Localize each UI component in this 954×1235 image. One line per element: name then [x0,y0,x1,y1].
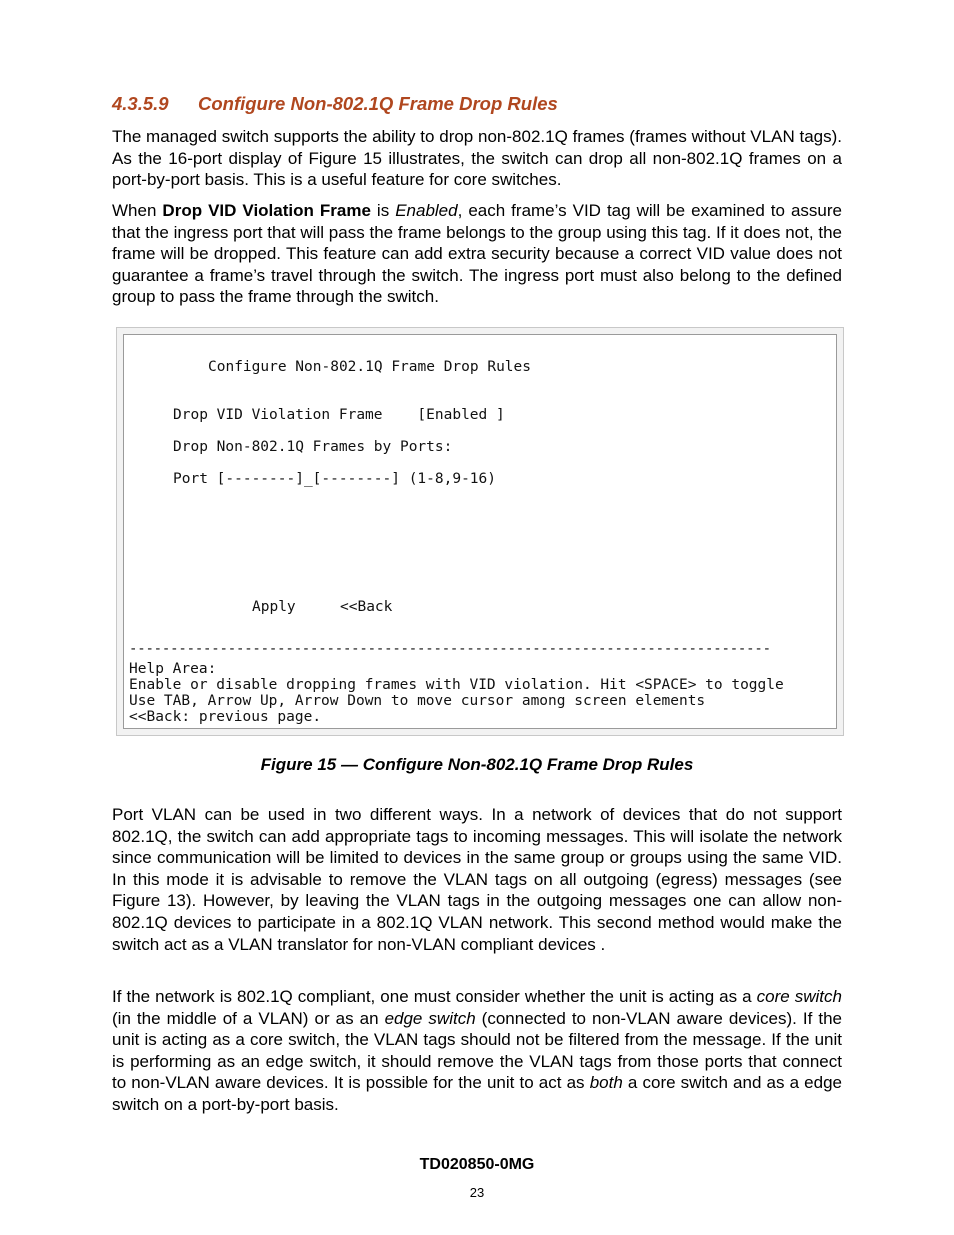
section-number: 4.3.5.9 [112,93,169,114]
help-line-2: Use TAB, Arrow Up, Arrow Down to move cursor among screen elements [129,693,706,709]
terminal-title: Configure Non-802.1Q Frame Drop Rules [208,359,532,375]
p2-rest: , each frame’s VID tag will be examined to assure that the ingress port that will pass the frame belongs to the group using this tag. If it does not, the frame will be dropped. This feature can add extra security because a correct VID value does not guarantee a frame’s travel through the switch. The ingress port must also belong to the defined group to pass the frame through the switch. [112,201,842,307]
figure-caption: Figure 15 — Configure Non-802.1Q Frame Drop Rules [260,755,694,774]
p2-mid: is [370,201,396,220]
help-area-title: Help Area: [129,661,217,677]
p4-edge-switch: edge switch [384,1008,476,1028]
p4-part4: a core switch and as a edge switch on a port-by-port basis. [112,1073,842,1114]
footer-doc-id: TD020850-0MG [419,1156,535,1173]
p4-part2: (in the middle of a VLAN) or as an [112,1008,385,1028]
p2-italic-term: Enabled [395,201,458,220]
drop-vid-violation-field[interactable]: Drop VID Violation Frame [Enabled ] [173,407,505,423]
port-mask-field[interactable]: Port [--------]_[--------] (1-8,9-16) [173,471,497,487]
port-vlan-paragraph: Port VLAN can be used in two different ways. In a network of devices that do not support 802.1Q, the switch can add appropriate tags to incoming messages. This will isolate the network since communication will be limited to devices in the same group or groups using the same VID. In this mode it is advisable to remove the VLAN tags on all outgoing (egress) messages (see Figure 13). However, by leaving the VLAN tags in the outgoing messages one can allow non-802.1Q devices to participate in a 802.1Q VLAN network. This second method would make the switch act as a VLAN translator for non-VLAN compliant devices . [112,805,842,954]
p2-lead: When [112,201,163,220]
drop-by-ports-label: Drop Non-802.1Q Frames by Ports: [173,439,453,455]
help-separator: ------------------------------------------------------------------------------ [129,641,771,657]
drop-vid-paragraph [112,200,842,308]
help-line-1: Enable or disable dropping frames with VID violation. Hit <SPACE> to toggle [129,677,784,693]
p4-part1: If the network is 802.1Q compliant, one must consider whether the unit is acting as a [112,987,757,1006]
page-number: 23 [469,1185,485,1200]
p4-core-switch: core switch [756,987,842,1006]
terminal-screen [123,334,837,729]
p4-both: both [589,1073,623,1093]
section-title: Configure Non-802.1Q Frame Drop Rules [198,93,558,114]
back-button[interactable]: <<Back [340,599,393,615]
core-edge-paragraph [112,986,842,1116]
section-heading [112,93,842,115]
p2-bold-term: Drop VID Violation Frame [162,201,371,220]
p4-part3: (connected to non-VLAN aware devices). If the unit is acting as a core switch, the VLAN tags should not be filtered from the message. If the unit is performing as an edge switch, it should remove the VLAN tags from those ports that connect to non-VLAN aware devices. It is possible for the unit to act as [112,1008,842,1093]
intro-paragraph: The managed switch supports the ability to drop non-802.1Q frames (frames without VLAN tags). As the 16-port display of Figure 15 illustrates, the switch can drop all non-802.1Q frames on a port-by-port basis. This is a useful feature for core switches. [112,127,842,190]
apply-button[interactable]: Apply [252,599,296,615]
help-line-3: <<Back: previous page. [129,709,322,725]
figure-15-frame [116,327,844,736]
